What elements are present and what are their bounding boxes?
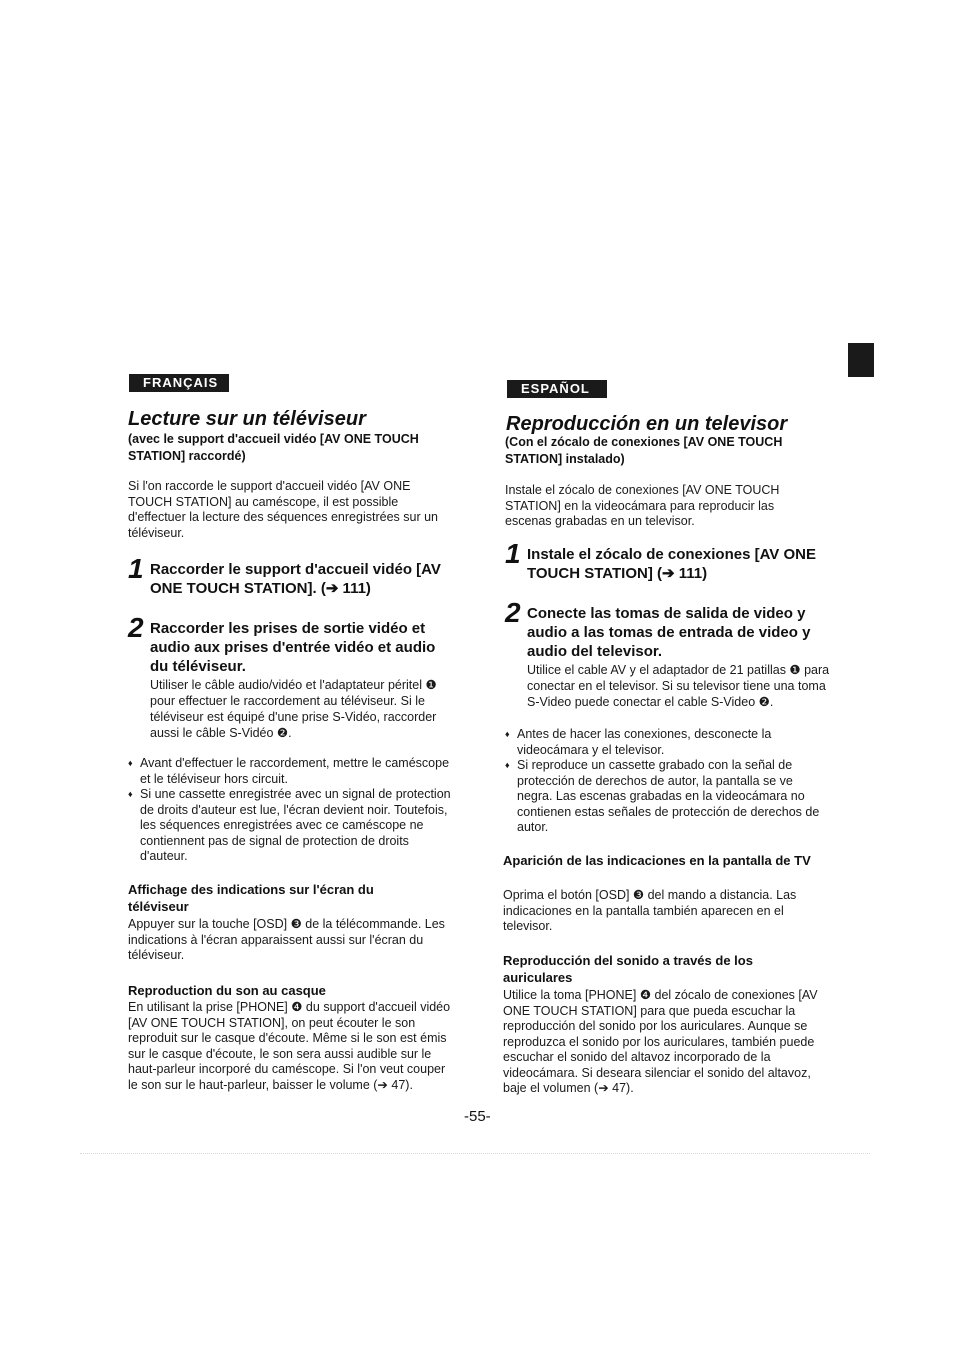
step-body: Utilice el cable AV y el adaptador de 21 patillas ❶ para conectar en el televisor. Si su televisor tiene una toma S-Video puede conectar el cable S-Video ❷. xyxy=(527,663,830,709)
step-heading: Conecte las tomas de salida de video y audio a las tomas de entrada de video y audio del televisor. xyxy=(527,605,811,660)
step-heading: Instale el zócalo de conexiones [AV ONE TOUCH STATION] (➔ 111) xyxy=(527,546,816,582)
step-2-spanish xyxy=(505,597,840,714)
heading-sound-spanish: Reproducción del sonido a través de los auriculares xyxy=(503,953,753,985)
lang-tab-spanish: ESPAÑOL xyxy=(507,380,607,398)
step-1-spanish xyxy=(505,538,835,585)
sound-text-spanish: Utilice la toma [PHONE] ❹ del zócalo de conexiones [AV ONE TOUCH STATION] para que pueda escuchar la reproducción del sonido por los auriculares. Aunque se reproduzca el sonido por los auriculares, también puede escuchar el sonido del altavoz incorporado de la videocámara. Si deseara silenciar el sonido del altavoz, baje el volumen (➔ 47). xyxy=(503,988,818,1095)
subtitle-french: (avec le support d'accueil vidéo [AV ONE TOUCH STATION] raccordé) xyxy=(128,432,419,463)
note-item: ♦ Si reproduce un cassette grabado con la señal de protección de derechos de autor, la pantalla se ve negra. Las escenas grabadas en la videocámara no contienen estas señales de protección de derechos de autor. xyxy=(505,758,830,836)
notes-list-french xyxy=(128,756,453,865)
intro-french: Si l'on raccorde le support d'accueil vidéo [AV ONE TOUCH STATION] au caméscope, il est possible d'effectuer la lecture des séquences enregistrées sur un téléviseur. xyxy=(128,479,438,540)
heading-sound-french: Reproduction du son au casque xyxy=(128,983,326,998)
step-number: 2 xyxy=(128,612,144,643)
lang-tab-french: FRANÇAIS xyxy=(129,374,229,392)
page-number: -55- xyxy=(464,1108,491,1125)
step-1-french xyxy=(128,553,458,600)
note-item: ♦ Antes de hacer las conexiones, desconecte la videocámara y el televisor. xyxy=(505,727,830,758)
title-french: Lecture sur un téléviseur xyxy=(128,408,366,430)
subtitle-spanish: (Con el zócalo de conexiones [AV ONE TOUCH STATION] instalado) xyxy=(505,435,783,466)
title-spanish: Reproducción en un televisor xyxy=(506,413,788,435)
step-number: 1 xyxy=(128,553,144,584)
step-number: 1 xyxy=(505,538,521,569)
heading-osd-french: Affichage des indications sur l'écran du téléviseur xyxy=(128,882,374,914)
note-item: ♦ Avant d'effectuer le raccordement, mettre le caméscope et le téléviseur hors circuit. xyxy=(128,756,453,787)
osd-text-french: Appuyer sur la touche [OSD] ❸ de la télécommande. Les indications à l'écran apparaissent aussi sur l'écran du téléviseur. xyxy=(128,917,445,962)
step-2-french xyxy=(128,612,458,749)
sound-text-french: En utilisant la prise [PHONE] ❹ du support d'accueil vidéo [AV ONE TOUCH STATION], on peut écouter le son reproduit sur le casque d'écoute. Même si le son est émis sur le casque d'écoute, le son sera aussi audible sur le haut-parleur incorporé du caméscope. Si l'on veut couper le son sur le haut-parleur, baisser le volume (➔ 47). xyxy=(128,1000,451,1092)
step-body: Utiliser le câble audio/vidéo et l'adaptateur péritel ❶ pour effectuer le raccordement au téléviseur. Si le téléviseur est équipé d'une prise S-Vidéo, raccorder aussi le câble S-Vidéo ❷. xyxy=(150,678,437,740)
side-thumb-mark xyxy=(848,343,874,377)
step-heading: Raccorder le support d'accueil vidéo [AV ONE TOUCH STATION]. (➔ 111) xyxy=(150,561,441,597)
notes-list-spanish xyxy=(505,727,830,836)
intro-spanish: Instale el zócalo de conexiones [AV ONE TOUCH STATION] en la videocámara para reproducir las escenas grabadas en un televisor. xyxy=(505,483,780,528)
osd-text-spanish: Oprima el botón [OSD] ❸ del mando a distancia. Las indicaciones en la pantalla también aparecen en el televisor. xyxy=(503,888,797,933)
step-heading: Raccorder les prises de sortie vidéo et audio aux prises d'entrée vidéo et audio du téléviseur. xyxy=(150,620,436,675)
heading-osd-spanish: Aparición de las indicaciones en la pantalla de TV xyxy=(503,853,811,868)
step-number: 2 xyxy=(505,597,521,628)
note-item: ♦ Si une cassette enregistrée avec un signal de protection de droits d'auteur est lue, l'écran devient noir. Toutefois, les séquences enregistrées avec ce caméscope ne contiennent pas de signal de protection de droits d'auteur. xyxy=(128,787,453,865)
footer-divider xyxy=(80,1153,870,1154)
